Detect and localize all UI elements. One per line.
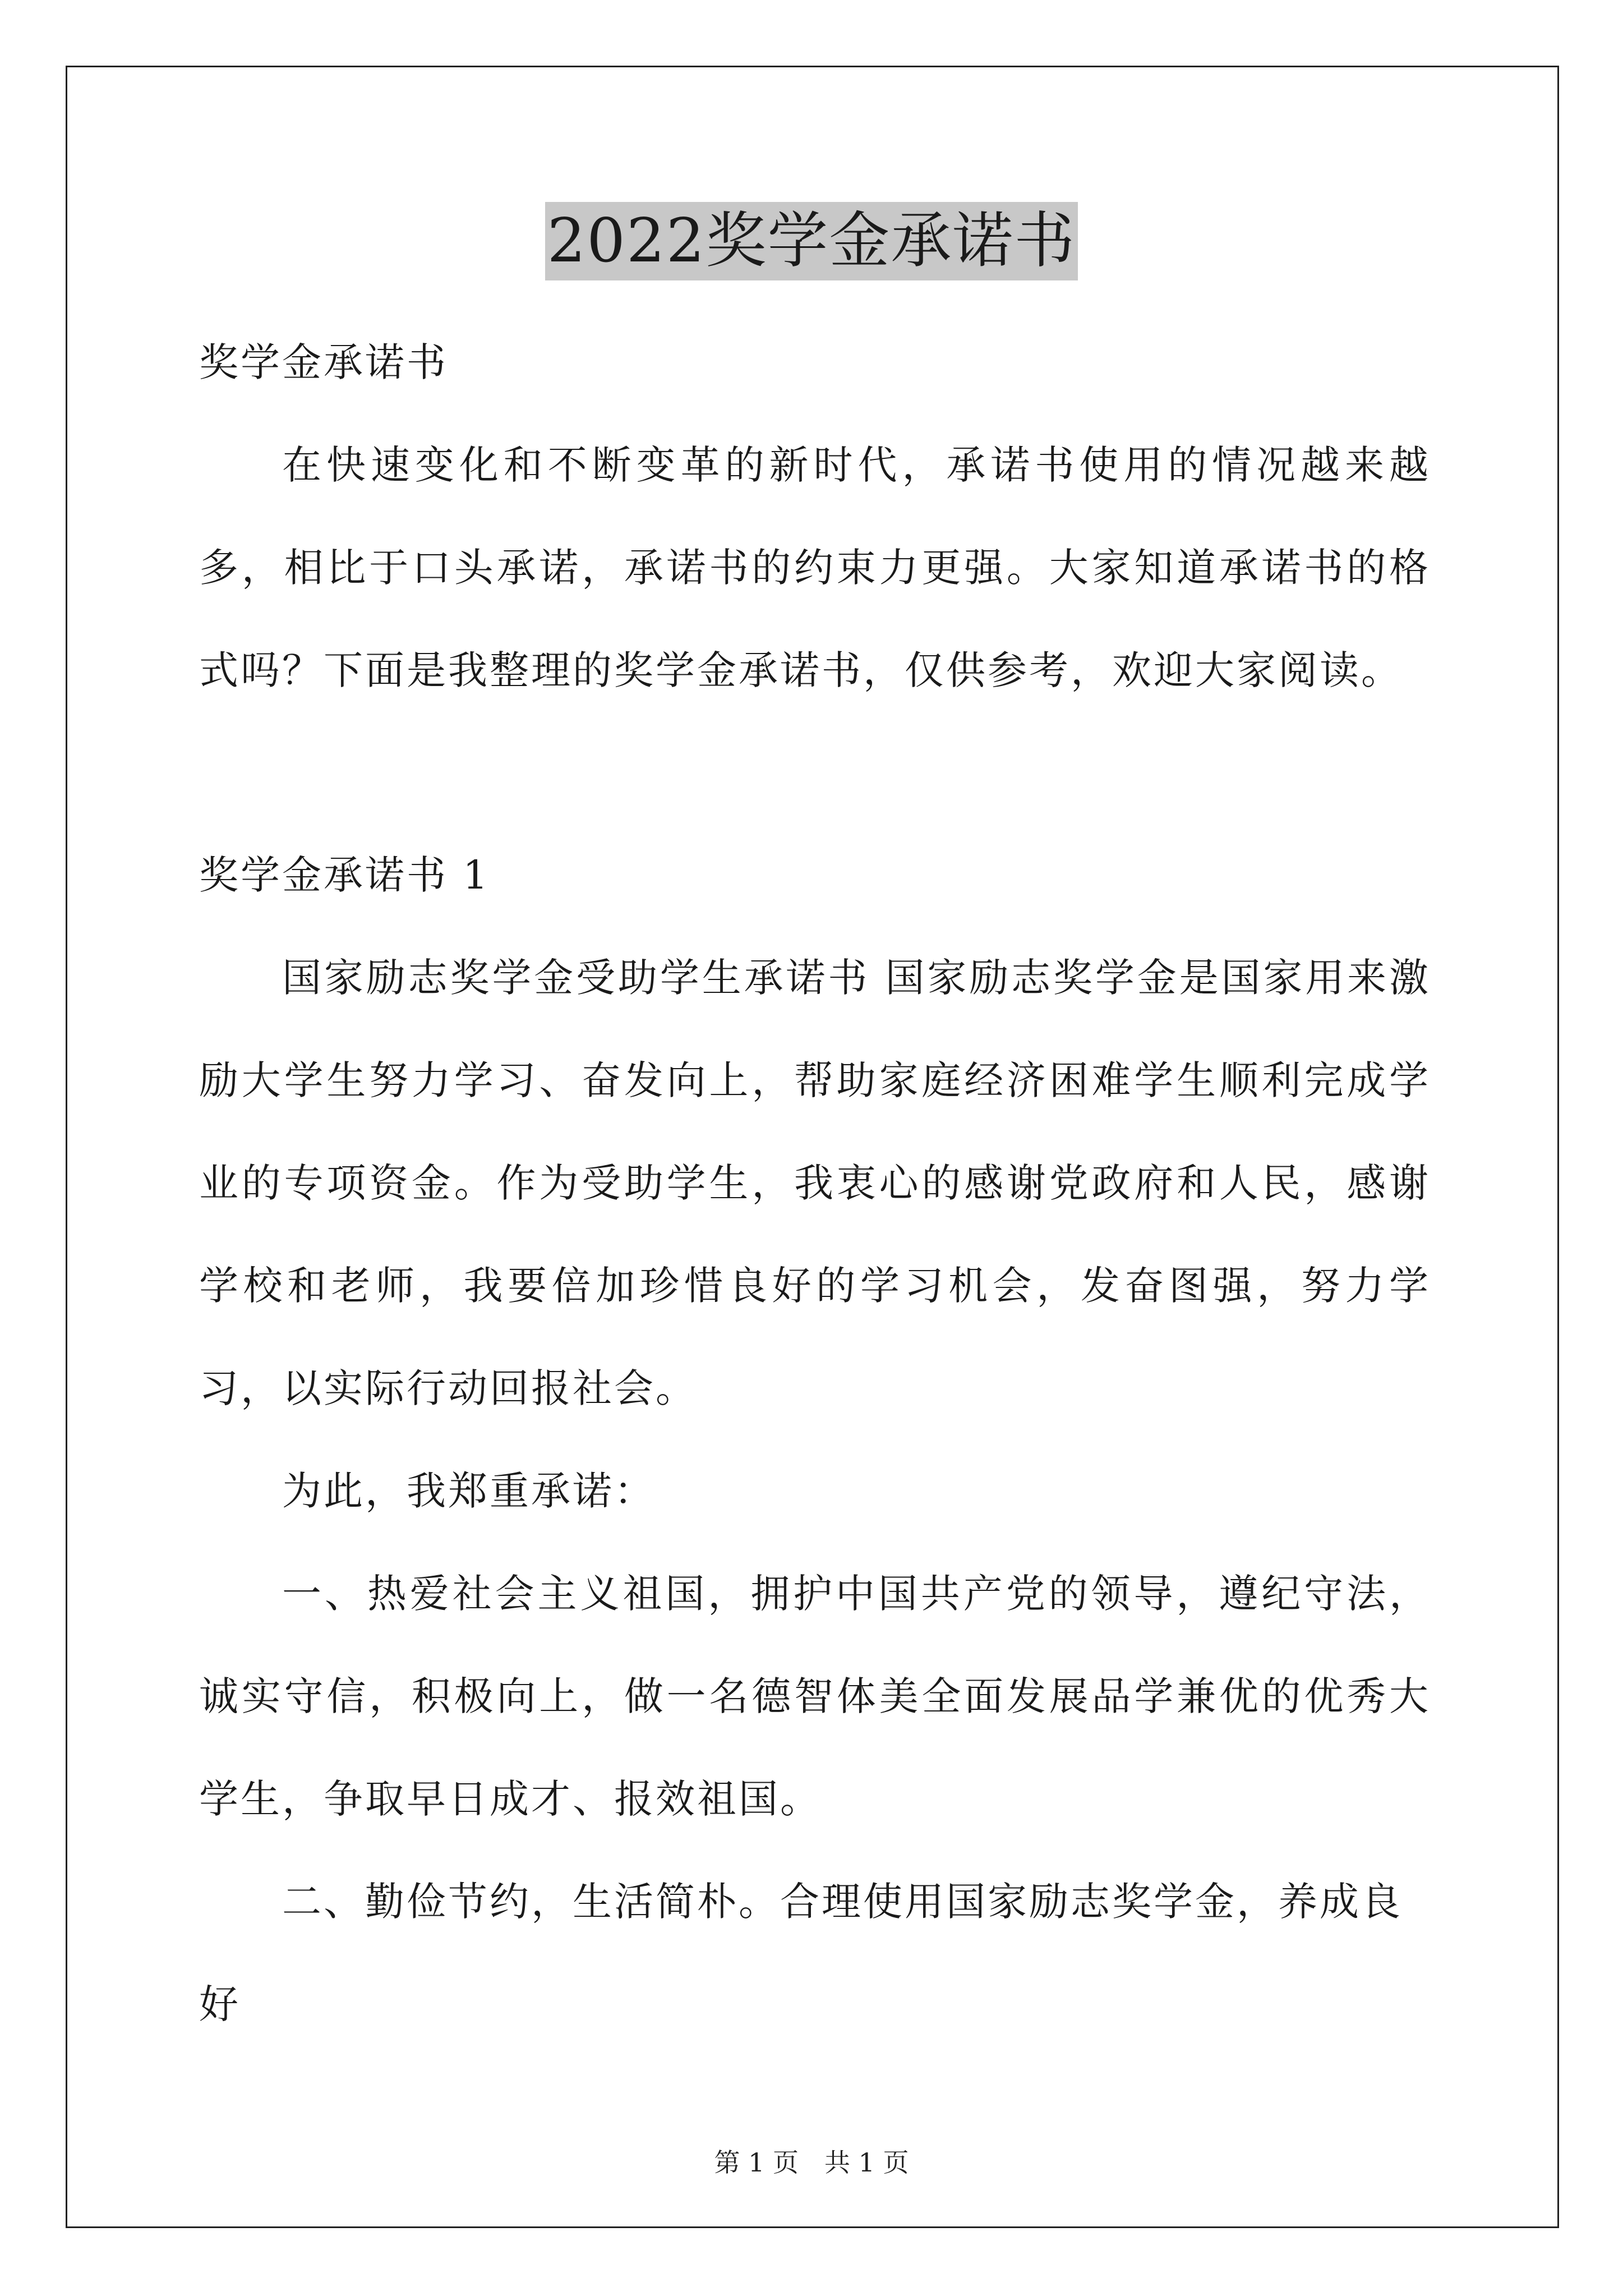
document-subtitle: 奖学金承诺书 [199,339,448,385]
section-heading: 奖学金承诺书 1 [199,852,490,898]
document-title-text: 2022奖学金承诺书 [545,202,1078,280]
pledge-intro: 为此，我郑重承诺： [282,1468,656,1514]
document-title [0,202,1623,280]
page-footer: 第 1 页 共 1 页 [714,2147,909,2178]
pledge-item-1: 一、热爱社会主义祖国，拥护中国共产党的领导，遵纪守法，诚实守信，积极向上，做一名德智体美全面发展品学兼优的优秀大学生，争取早日成才、报效祖国。 [199,1571,1431,1822]
document-body [199,311,1431,2056]
pledge-item-2: 二、勤俭节约，生活简朴。合理使用国家励志奖学金，养成良好 [199,1879,1403,2027]
intro-paragraph: 在快速变化和不断变革的新时代，承诺书使用的情况越来越多，相比于口头承诺，承诺书的约束力更强。大家知道承诺书的格式吗？下面是我整理的奖学金承诺书，仅供参考，欢迎大家阅读。 [199,442,1431,693]
paragraph-gap [199,722,1431,824]
section-paragraph: 国家励志奖学金受助学生承诺书 国家励志奖学金是国家用来激励大学生努力学习、奋发向上，帮助家庭经济困难学生顺利完成学业的专项资金。作为受助学生，我衷心的感谢党政府和人民，感谢学校和老师，我要倍加珍惜良好的学习机会，发奋图强，努力学习，以实际行动回报社会。 [199,955,1431,1411]
